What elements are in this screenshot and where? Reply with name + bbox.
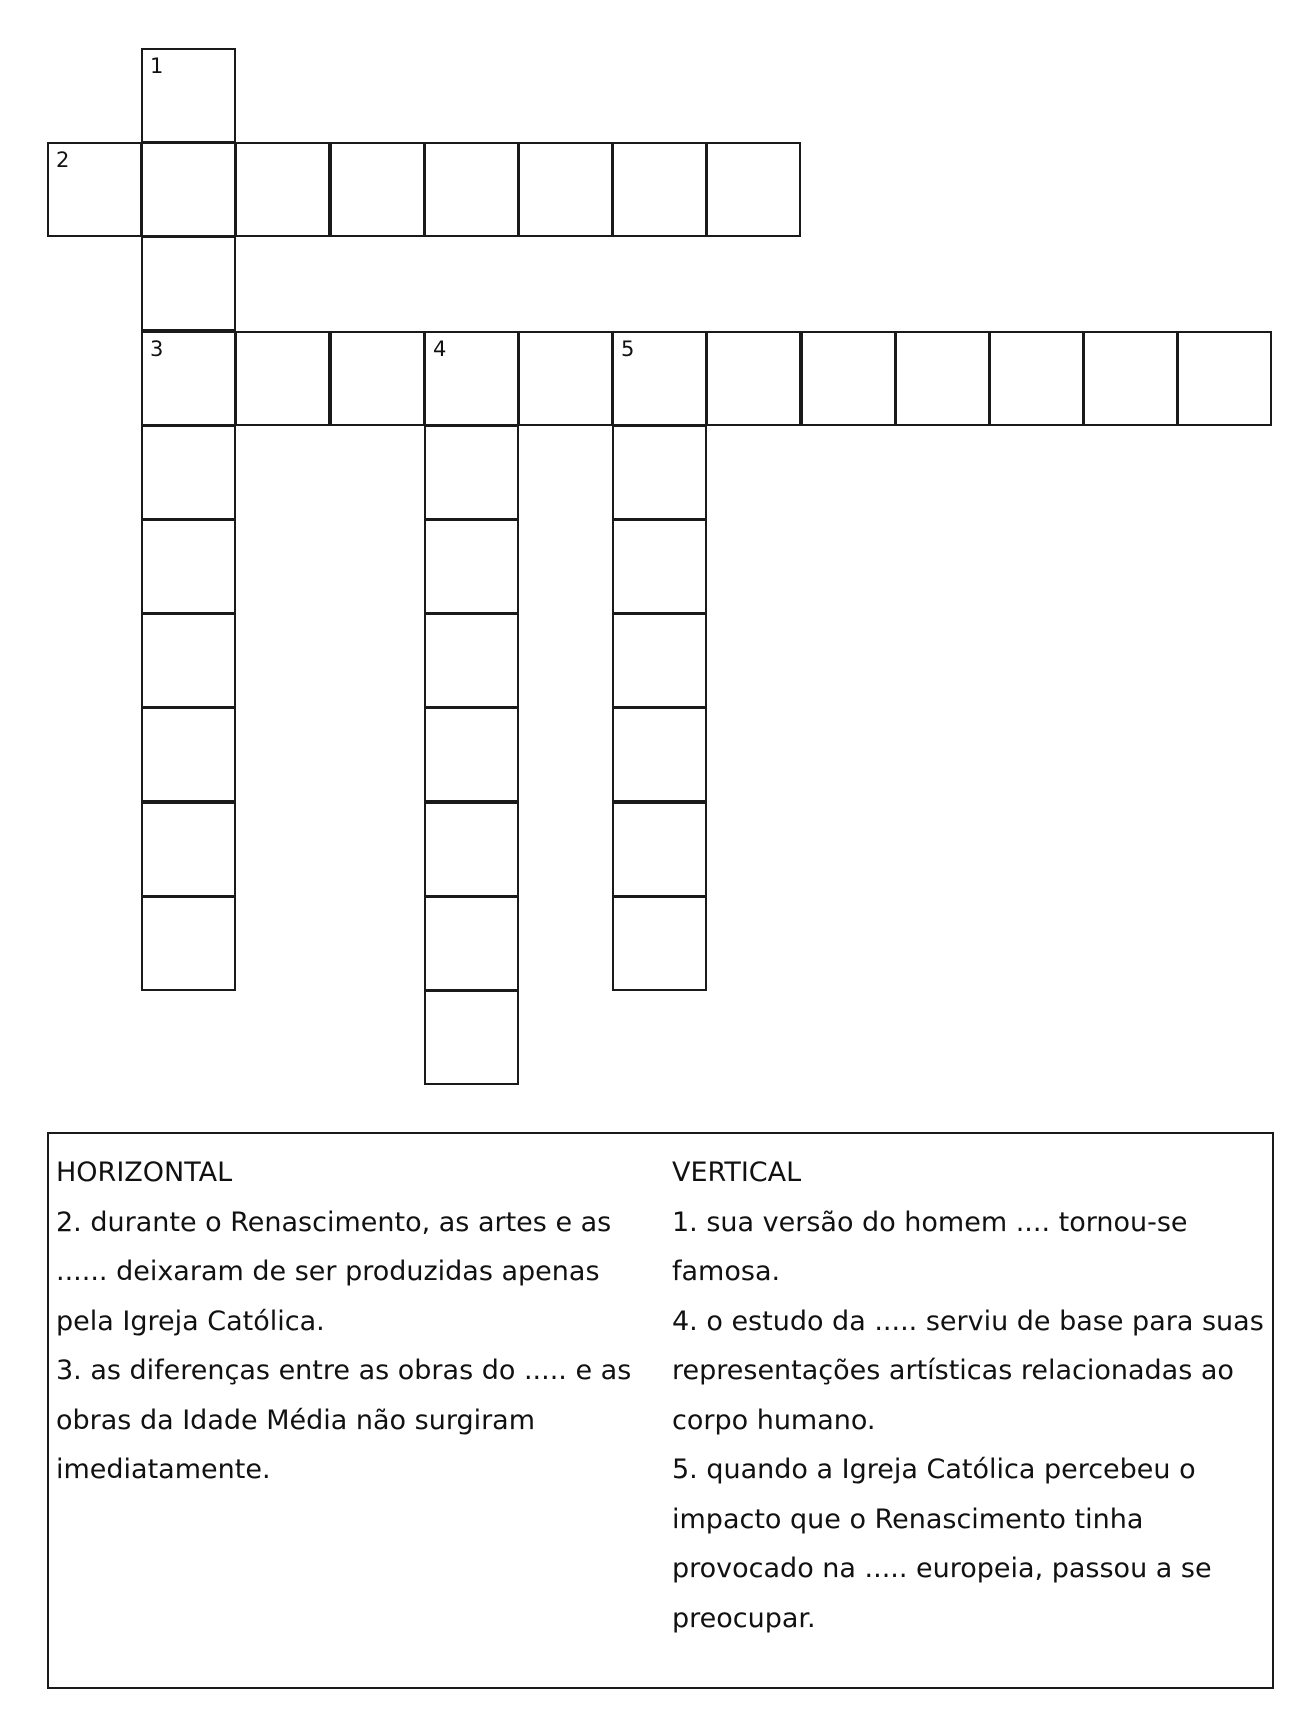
clues-box [47,1132,1274,1689]
grid-cell [141,519,236,614]
grid-cell [1083,331,1178,426]
grid-cell [801,331,896,426]
grid-cell [895,331,990,426]
clue-vertical-1: 1. sua versão do homem .... tornou-se famosa. [672,1206,1188,1287]
grid-cell [1177,331,1272,426]
grid-cell [612,425,707,520]
clue-number: 3 [150,337,164,361]
clue-number: 5 [621,337,635,361]
grid-cell [424,707,519,802]
clue-number: 1 [150,54,164,78]
grid-cell [612,896,707,991]
grid-cell [424,802,519,897]
grid-cell [141,142,236,237]
grid-cell [424,519,519,614]
grid-cell [141,896,236,991]
clue-horizontal-2: 2. durante o Renascimento, as artes e as ...... deixaram de ser produzidas apenas pela Igreja Católica. [56,1206,612,1337]
grid-cell [612,331,707,426]
grid-cell [706,331,801,426]
grid-cell [141,331,236,426]
grid-cell [330,142,425,237]
horizontal-heading: HORIZONTAL [56,1157,233,1188]
grid-cell [518,142,613,237]
grid-cell [235,142,330,237]
clue-horizontal-3: 3. as diferenças entre as obras do ..... e as obras da Idade Média não surgiram imediatamente. [56,1355,632,1485]
grid-cell [424,142,519,237]
grid-cell [235,331,330,426]
clue-vertical-5: 5. quando a Igreja Católica percebeu o impacto que o Renascimento tinha provocado na ..... europeia, passou a se preocupar. [672,1454,1212,1634]
grid-cell [47,142,142,237]
grid-cell [141,425,236,520]
grid-cell [612,142,707,237]
horizontal-clues [56,1148,652,1495]
grid-cell [612,802,707,897]
grid-cell [330,331,425,426]
grid-cell [424,613,519,708]
grid-cell [141,613,236,708]
grid-cell [141,236,236,331]
grid-cell [518,331,613,426]
clue-number: 2 [56,148,70,172]
vertical-clues [672,1148,1268,1643]
grid-cell [612,519,707,614]
grid-cell [989,331,1084,426]
grid-cell [141,802,236,897]
grid-cell [141,48,236,143]
grid-cell [141,707,236,802]
grid-cell [424,896,519,991]
clue-vertical-4: 4. o estudo da ..... serviu de base para suas representações artísticas relacionadas ao corpo humano. [672,1305,1264,1436]
grid-cell [424,990,519,1085]
grid-cell [706,142,801,237]
vertical-heading: VERTICAL [672,1157,802,1188]
clue-number: 4 [433,337,447,361]
grid-cell [612,613,707,708]
grid-cell [612,707,707,802]
grid-cell [424,425,519,520]
grid-cell [424,331,519,426]
